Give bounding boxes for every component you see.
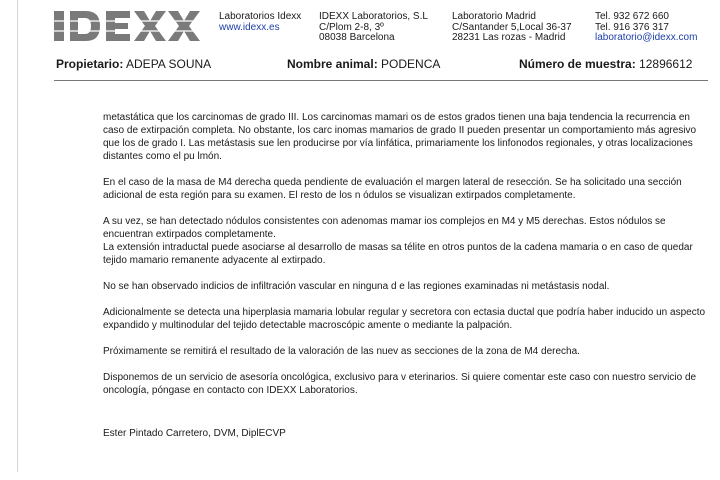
- sample-value: 12896612: [639, 57, 693, 71]
- paragraph-adenomas: A su vez, se han detectado nódulos consistentes con adenomas mamar ios complejos en M4 y M5 derechas. Estos nódulos se encuentran extirpados completamente. La extensión intraductal puede asociarse al desarrollo de masas sa télite en otros puntos de la cadena mamaria o en caso de quedar tejido mamario remanente adyacente al extirpado.: [103, 216, 693, 266]
- letterhead: [54, 8, 714, 46]
- phone-barcelona: Tel. 932 672 660: [595, 11, 669, 22]
- report-body: [103, 111, 708, 453]
- paragraph-vascular: No se han observado indicios de infiltración vascular en ninguna d e las regiones examinadas ni metástasis nodal.: [103, 281, 610, 292]
- signature: Ester Pintado Carretero, DVM, DiplECVP: [103, 428, 286, 439]
- phone-madrid: Tel. 916 376 317: [595, 21, 669, 33]
- madrid-lab-name: Laboratorio Madrid: [452, 11, 536, 22]
- contact-labs: [219, 12, 301, 33]
- idexx-logo: [54, 11, 202, 41]
- animal-field: [287, 53, 440, 75]
- page-left-border: [17, 0, 18, 472]
- sample-field: [519, 53, 692, 75]
- owner-label: Propietario:: [56, 57, 124, 71]
- paragraph-hyperplasia: Adicionalmente se detecta una hiperplasia mamaria lobular regular y secretora con ectasia ductal que podría haber inducido un aspecto expandido y multinodular del tejido detectable macroscópic amente o mediante la palpación.: [103, 307, 706, 331]
- email-link[interactable]: laboratorio@idexx.com: [595, 32, 698, 43]
- paragraph-metastasis: metastática que los carcinomas de grado III. Los carcinomas mamari os de estos grados tienen una baja tendencia la recurrencia en caso de extirpación completa. No obstante, los carc inomas mamarios de grado II pueden presentar un comportamiento más agresivo que los de grado I. Las metástasis sue len producirse por vía linfática, primariamente los linfonodos regionales, y otras localizaciones distantes como el pu lmón.: [103, 112, 697, 162]
- website-link[interactable]: www.idexx.es: [219, 21, 280, 33]
- paragraph-m4-margin: En el caso de la masa de M4 derecha queda pendiente de evaluación el margen lateral de resección. Se ha solicitado una sección adicional de esta región para su examen. El resto de los n ódulos se visualizan extirpados completamente.: [103, 177, 682, 201]
- contact-madrid: [452, 12, 572, 44]
- paragraph-pending: Próximamente se remitirá el resultado de la valoración de las nuev as secciones de la zona de M4 derecha.: [103, 346, 580, 357]
- barcelona-street: C/Plom 2-8, 3º: [319, 21, 384, 33]
- owner-value: ADEPA SOUNA: [126, 57, 212, 71]
- owner-field: [56, 53, 211, 75]
- paragraph-oncology-service: Disponemos de un servicio de asesoría oncológica, exclusivo para v eterinarios. Si quiere comentar este caso con nuestro servicio de oncología, póngase en contacto con IDEXX Laboratorios.: [103, 372, 697, 396]
- contact-barcelona: [319, 12, 428, 44]
- barcelona-city: 08038 Barcelona: [319, 32, 395, 43]
- animal-value: PODENCA: [381, 57, 441, 71]
- sample-label: Número de muestra:: [519, 57, 636, 71]
- animal-label: Nombre animal:: [287, 57, 378, 71]
- company-name: IDEXX Laboratorios, S.L: [319, 11, 428, 22]
- madrid-street: C/Santander 5,Local 36-37: [452, 21, 572, 33]
- labs-name: Laboratorios Idexx: [219, 11, 302, 22]
- madrid-city: 28231 Las rozas - Madrid: [452, 32, 566, 43]
- case-info-bar: [54, 51, 708, 81]
- contact-phones: [595, 12, 697, 44]
